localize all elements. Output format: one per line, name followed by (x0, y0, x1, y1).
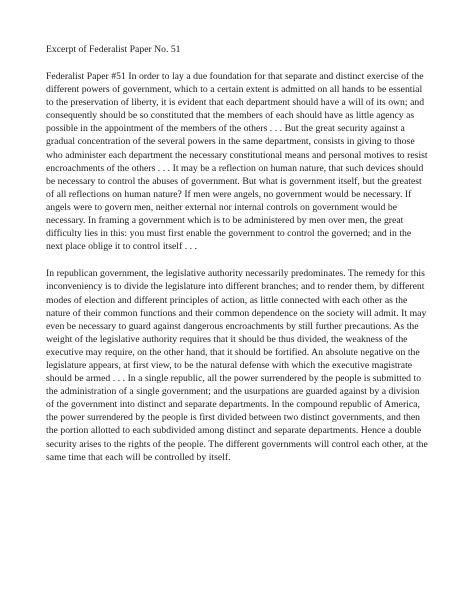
paragraph-2: In republican government, the legislative authority necessarily predominates. The remedy for this inconveniency is to divide the legislature into different branches; and to render them, by different modes of election and different principles of action, as little connected with each other as the nature of their common functions and their common dependence on the society will admit. It may even be necessary to guard against dangerous encroachments by still further precautions. As the weight of the legislative authority requires that it should be thus divided, the weakness of the executive may require, on the other hand, that it should be fortified. An absolute negative on the legislature appears, at first view, to be the natural defense with which the executive magistrate should be armed . . . In a single republic, all the power surrendered by the people is submitted to the administration of a single government; and the usurpations are guarded against by a division of the government into distinct and separate departments. In the compound republic of America, the power surrendered by the people is first divided between two distinct governments, and then the portion allotted to each subdivided among distinct and separate departments. Hence a double security arises to the rights of the people. The different governments will control each other, at the same time that each will be controlled by itself. (46, 268, 428, 463)
document-title: Excerpt of Federalist Paper No. 51 (46, 44, 181, 55)
paragraph-1: Federalist Paper #51 In order to lay a due foundation for that separate and distinct exercise of the different powers of government, which to a certain extent is admitted on all hands to be essential to the preservation of liberty, it is evident that each department should have a will of its own; and consequently should be so constituted that the members of each should have as little agency as possible in the appointment of the members of the others . . . But the great security against a gradual concentration of the several powers in the same department, consists in giving to those who administer each department the necessary constitutional means and personal motives to resist encroachments of the others . . . It may be a reflection on human nature, that such devices should be necessary to control the abuses of government. But what is government itself, but the greatest of all reflections on human nature? If men were angels, no government would be necessary. If angels were to govern men, neither external nor internal controls on government would be necessary. In framing a government which is to be administered by men over men, the great difficulty lies in this: you must first enable the government to control the governed; and in the next place oblige it to control itself . . . (46, 71, 428, 253)
